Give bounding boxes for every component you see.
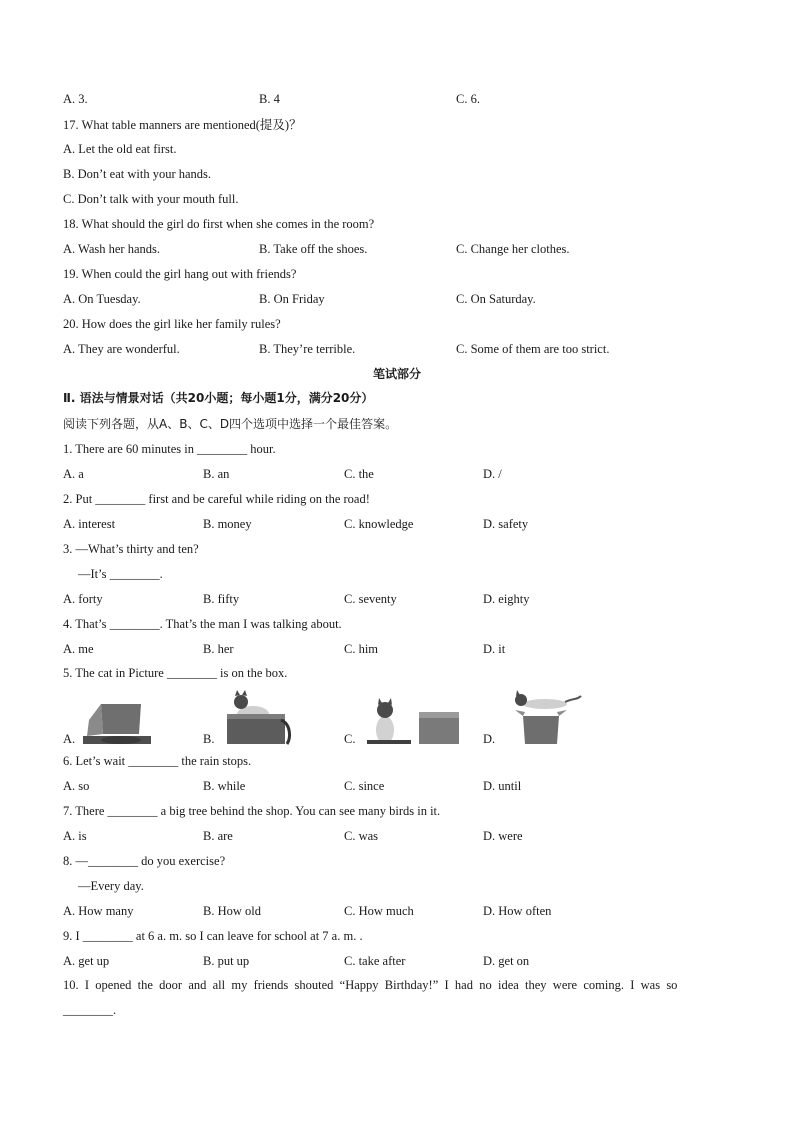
grammar-q1: 1. There are 60 minutes in ________ hour. bbox=[63, 442, 276, 456]
part2-heading: Ⅱ. 语法与情景对话（共20小题；每小题1分，满分20分） bbox=[63, 391, 374, 405]
grammar-q7-options bbox=[63, 828, 743, 844]
grammar-q2-options bbox=[63, 516, 743, 532]
option-b: B. They’re terrible. bbox=[259, 342, 356, 356]
option-b: B. How old bbox=[203, 904, 261, 918]
question-18: 18. What should the girl do first when she comes in the room? bbox=[63, 217, 375, 231]
option-b: B. money bbox=[203, 517, 252, 531]
option-a: A. me bbox=[63, 642, 94, 656]
grammar-q8-reply: —Every day. bbox=[78, 879, 144, 893]
option-a: A. How many bbox=[63, 904, 134, 918]
grammar-q10: 10. I opened the door and all my friends shouted “Happy Birthday!” I had no idea they were coming. I was so bbox=[63, 978, 678, 992]
grammar-q8: 8. —________ do you exercise? bbox=[63, 854, 226, 868]
option-d: D. get on bbox=[483, 954, 530, 968]
option-a: A. They are wonderful. bbox=[63, 342, 180, 356]
option-b: B. 4 bbox=[259, 92, 280, 106]
grammar-q3: 3. —What’s thirty and ten? bbox=[63, 542, 199, 556]
option-c: C. 6. bbox=[456, 92, 480, 106]
grammar-q4: 4. That’s ________. That’s the man I was talking about. bbox=[63, 617, 342, 631]
grammar-q8-options bbox=[63, 903, 743, 919]
grammar-q4-options bbox=[63, 641, 743, 657]
option-d: D. eighty bbox=[483, 592, 530, 606]
q17-option-c: C. Don’t talk with your mouth full. bbox=[63, 192, 239, 206]
option-d: D. / bbox=[483, 467, 502, 481]
option-d: D. were bbox=[483, 829, 523, 843]
q20-options bbox=[63, 341, 743, 357]
option-a: A. is bbox=[63, 829, 87, 843]
option-b: B. an bbox=[203, 467, 230, 481]
option-a: A. 3. bbox=[63, 92, 88, 106]
option-c: C. Change her clothes. bbox=[456, 242, 570, 256]
cat-under-box-picture bbox=[83, 700, 153, 746]
option-b: B. On Friday bbox=[259, 292, 325, 306]
option-c: C. Some of them are too strict. bbox=[456, 342, 610, 356]
option-a: A. Wash her hands. bbox=[63, 242, 161, 256]
grammar-q6: 6. Let’s wait ________ the rain stops. bbox=[63, 754, 252, 768]
option-c: C. seventy bbox=[344, 592, 397, 606]
option-b: B. are bbox=[203, 829, 233, 843]
part2-instruction: 阅读下列各题，从A、B、C、D四个选项中选择一个最佳答案。 bbox=[63, 417, 398, 431]
option-c: C. him bbox=[344, 642, 379, 656]
option-a: A. On Tuesday. bbox=[63, 292, 141, 306]
grammar-q10-blank: ________. bbox=[63, 1003, 117, 1017]
option-b: B. while bbox=[203, 779, 246, 793]
question-17: 17. What table manners are mentioned(提及)？ bbox=[63, 118, 302, 132]
option-c: C. was bbox=[344, 829, 379, 843]
grammar-q3-options bbox=[63, 591, 743, 607]
picture-c-label: C. bbox=[344, 732, 356, 746]
grammar-q9-options bbox=[63, 953, 743, 969]
question-19: 19. When could the girl hang out with friends? bbox=[63, 267, 297, 281]
option-a: A. so bbox=[63, 779, 90, 793]
option-c: C. since bbox=[344, 779, 385, 793]
option-b: B. Take off the shoes. bbox=[259, 242, 368, 256]
option-b: B. her bbox=[203, 642, 234, 656]
grammar-q3-reply: —It’s ________. bbox=[78, 567, 163, 581]
cat-in-box-picture bbox=[225, 690, 295, 746]
option-d: D. it bbox=[483, 642, 506, 656]
cat-on-box-picture bbox=[505, 690, 585, 746]
written-part-title: 笔试部分 bbox=[372, 367, 421, 381]
option-a: A. get up bbox=[63, 954, 110, 968]
q17-option-a: A. Let the old eat first. bbox=[63, 142, 177, 156]
grammar-q2: 2. Put ________ first and be careful while riding on the road! bbox=[63, 492, 370, 506]
grammar-q9: 9. I ________ at 6 a. m. so I can leave for school at 7 a. m. . bbox=[63, 929, 363, 943]
grammar-q6-options bbox=[63, 778, 743, 794]
option-c: C. How much bbox=[344, 904, 414, 918]
grammar-q5: 5. The cat in Picture ________ is on the box. bbox=[63, 666, 288, 680]
q16-options bbox=[63, 91, 743, 107]
option-a: A. a bbox=[63, 467, 84, 481]
option-c: C. take after bbox=[344, 954, 406, 968]
option-b: B. put up bbox=[203, 954, 250, 968]
picture-b-label: B. bbox=[203, 732, 215, 746]
option-a: A. forty bbox=[63, 592, 103, 606]
q18-options bbox=[63, 241, 743, 257]
grammar-q7: 7. There ________ a big tree behind the shop. You can see many birds in it. bbox=[63, 804, 441, 818]
question-20: 20. How does the girl like her family rules? bbox=[63, 317, 281, 331]
q17-option-b: B. Don’t eat with your hands. bbox=[63, 167, 212, 181]
option-c: C. knowledge bbox=[344, 517, 414, 531]
option-d: D. until bbox=[483, 779, 522, 793]
picture-a-label: A. bbox=[63, 732, 76, 746]
option-c: C. the bbox=[344, 467, 374, 481]
picture-d-label: D. bbox=[483, 732, 496, 746]
option-d: D. safety bbox=[483, 517, 529, 531]
grammar-q1-options bbox=[63, 466, 743, 482]
picture-options bbox=[63, 690, 623, 746]
q19-options bbox=[63, 291, 743, 307]
option-b: B. fifty bbox=[203, 592, 240, 606]
option-a: A. interest bbox=[63, 517, 116, 531]
option-d: D. How often bbox=[483, 904, 552, 918]
option-c: C. On Saturday. bbox=[456, 292, 536, 306]
cat-beside-box-picture bbox=[363, 696, 463, 746]
